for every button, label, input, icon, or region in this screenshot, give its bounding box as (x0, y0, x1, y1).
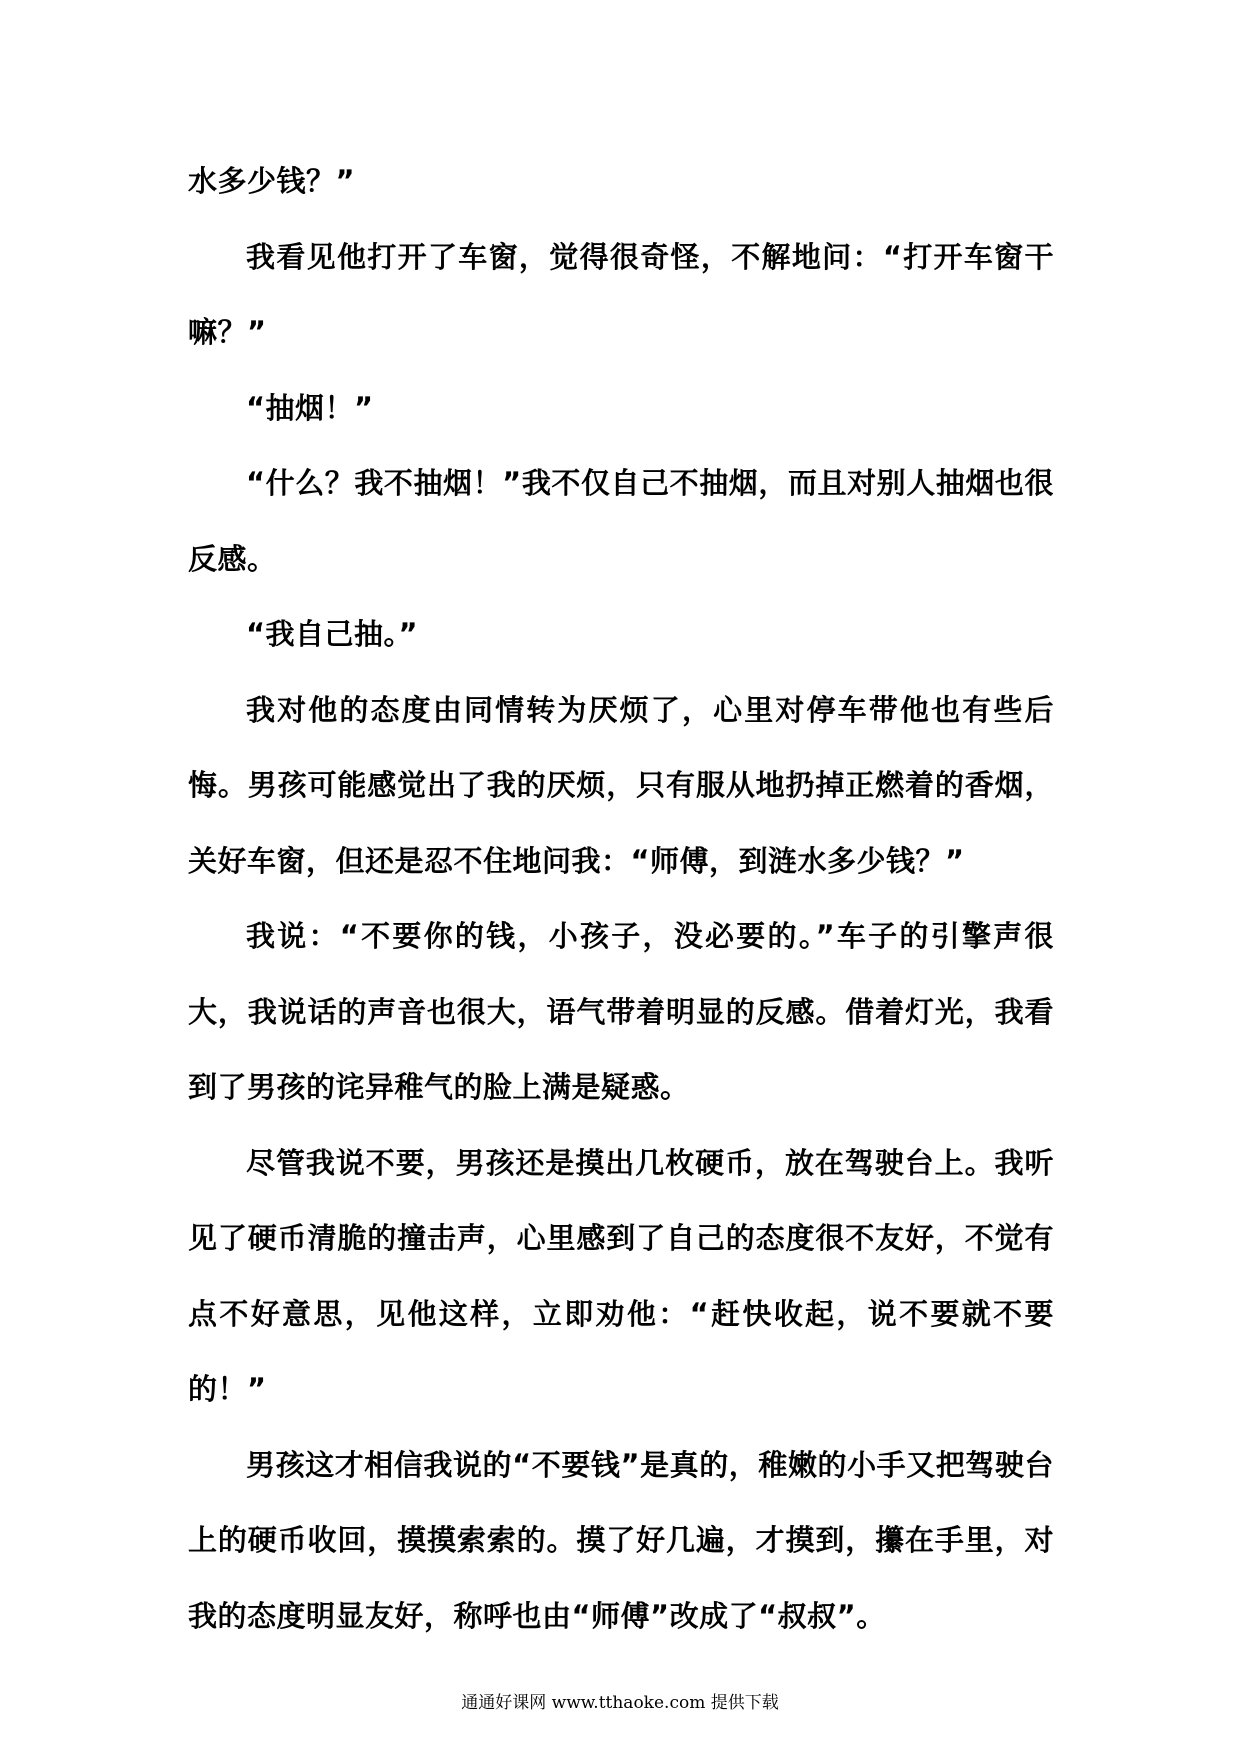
paragraph-2: 我看见他打开了车窗，觉得很奇怪，不解地问：“打开车窗干嘛？” (188, 239, 1054, 349)
paragraph-3: “抽烟！” (246, 390, 374, 425)
paragraph-8: 尽管我说不要，男孩还是摸出几枚硬币，放在驾驶台上。我听见了硬币清脆的撞击声，心里感到了自己的态度很不友好，不觉有点不好意思，见他这样，立即劝他：“赶快收起，说不要就不要的！” (188, 1145, 1054, 1406)
paragraph-6: 我对他的态度由同情转为厌烦了，心里对停车带他也有些后悔。男孩可能感觉出了我的厌烦，只有服从地扔掉正燃着的香烟，关好车窗，但还是忍不住地问我：“师傅，到涟水多少钱？” (188, 692, 1054, 878)
paragraph-1: 水多少钱？” (188, 164, 356, 198)
paragraph-9: 男孩这才相信我说的“不要钱”是真的，稚嫩的小手又把驾驶台上的硬币收回，摸摸索索的。摸了好几遍，才摸到，攥在手里，对我的态度明显友好，称呼也由“师傅”改成了“叔叔”。 (188, 1447, 1054, 1633)
paragraph-7: 我说：“不要你的钱，小孩子，没必要的。”车子的引擎声很大，我说话的声音也很大，语气带着明显的反感。借着灯光，我看到了男孩的诧异稚气的脸上满是疑惑。 (188, 919, 1054, 1104)
body-text (188, 144, 1054, 1654)
paragraph-5: “我自己抽。” (246, 617, 419, 651)
page-footer: 通通好课网 www.tthaoke.com 提供下载 (461, 1693, 779, 1713)
paragraph-4: “什么？我不抽烟！”我不仅自己不抽烟，而且对别人抽烟也很反感。 (188, 466, 1054, 576)
